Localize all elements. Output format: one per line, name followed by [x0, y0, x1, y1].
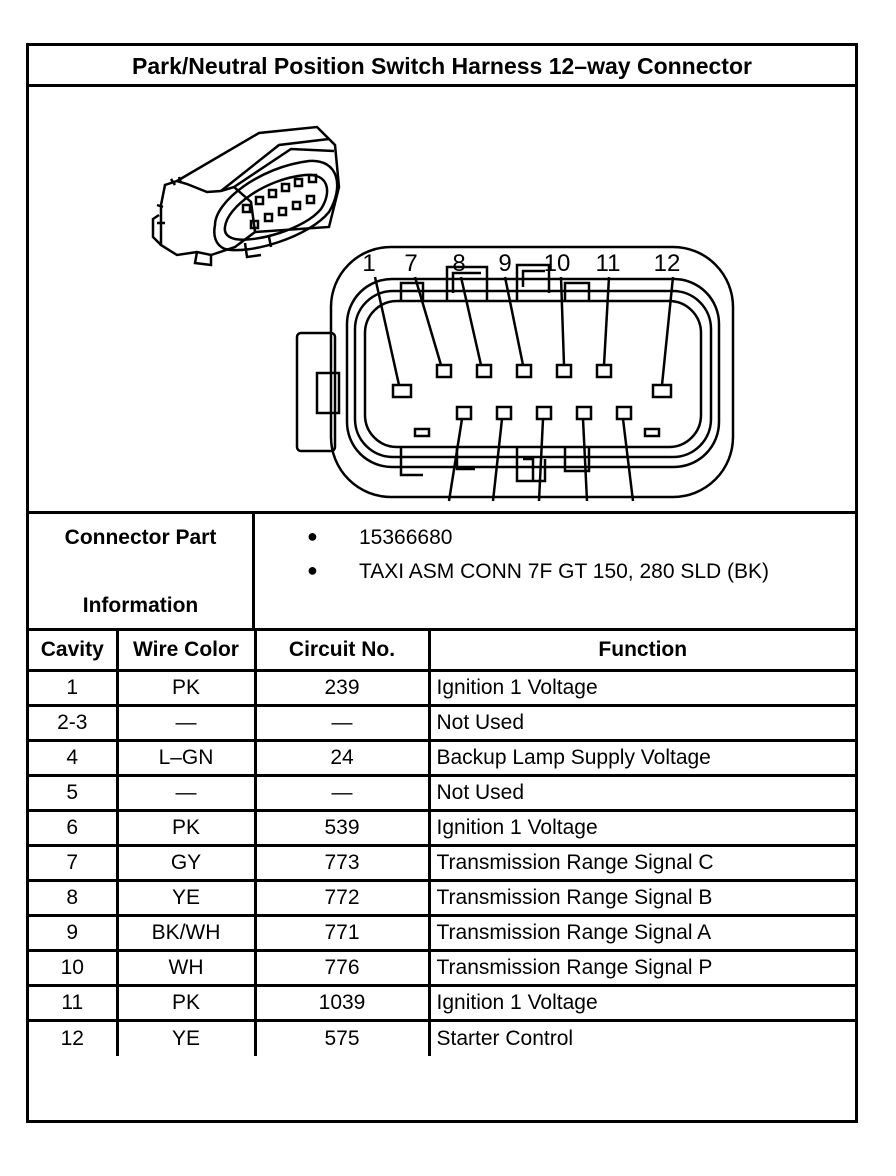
table-row — [29, 811, 855, 846]
cell-function: Starter Control — [429, 1021, 855, 1056]
cavity-11 — [597, 365, 611, 377]
cavity-6 — [617, 407, 631, 419]
connector-face — [297, 247, 733, 497]
table-row — [29, 671, 855, 706]
cell-wire-color: BK/WH — [117, 916, 255, 951]
cell-wire-color: GY — [117, 846, 255, 881]
page-title: Park/Neutral Position Switch Harness 12–way Connector — [29, 46, 855, 87]
info-label-line1: Connector Part — [64, 526, 217, 549]
cavity-8 — [477, 365, 491, 377]
header-wire-color: Wire Color — [117, 630, 255, 671]
cavity-4 — [537, 407, 551, 419]
header-cavity: Cavity — [29, 630, 117, 671]
bullet-icon: ● — [307, 526, 318, 546]
pin-label-11: 11 — [595, 250, 621, 277]
cell-cavity: 1 — [29, 671, 117, 706]
cavity-5 — [577, 407, 591, 419]
cavity-grid — [393, 365, 671, 419]
cell-wire-color: L–GN — [117, 741, 255, 776]
pinout-table — [29, 628, 855, 1056]
table-row — [29, 916, 855, 951]
cell-circuit-no: 239 — [255, 671, 429, 706]
cell-wire-color: YE — [117, 881, 255, 916]
cell-wire-color: PK — [117, 811, 255, 846]
table-row — [29, 1021, 855, 1056]
cell-cavity: 11 — [29, 986, 117, 1021]
cell-cavity: 7 — [29, 846, 117, 881]
pin-label-1: 1 — [362, 250, 376, 277]
connector-figure — [29, 87, 855, 511]
header-circuit-no: Circuit No. — [255, 630, 429, 671]
cavity-9 — [517, 365, 531, 377]
cell-function: Ignition 1 Voltage — [429, 811, 855, 846]
cell-circuit-no: 539 — [255, 811, 429, 846]
cell-wire-color: YE — [117, 1021, 255, 1056]
connector-info-list — [255, 514, 855, 628]
pinout-rows — [29, 671, 855, 1056]
cell-cavity: 12 — [29, 1021, 117, 1056]
table-row — [29, 881, 855, 916]
cell-function: Not Used — [429, 776, 855, 811]
cell-circuit-no: 24 — [255, 741, 429, 776]
cavity-7 — [437, 365, 451, 377]
cavity-3 — [497, 407, 511, 419]
connector-diagram — [29, 87, 855, 511]
cell-cavity: 2-3 — [29, 706, 117, 741]
cell-circuit-no: 771 — [255, 916, 429, 951]
cell-circuit-no: 575 — [255, 1021, 429, 1056]
cavity-2 — [457, 407, 471, 419]
cell-circuit-no: — — [255, 776, 429, 811]
cell-function: Backup Lamp Supply Voltage — [429, 741, 855, 776]
cell-wire-color: PK — [117, 671, 255, 706]
cell-cavity: 6 — [29, 811, 117, 846]
cell-wire-color: — — [117, 776, 255, 811]
cavity-10 — [557, 365, 571, 377]
cell-circuit-no: — — [255, 706, 429, 741]
cell-circuit-no: 776 — [255, 951, 429, 986]
cell-function: Transmission Range Signal A — [429, 916, 855, 951]
cell-cavity: 9 — [29, 916, 117, 951]
cavity-12 — [653, 385, 671, 397]
table-row — [29, 741, 855, 776]
pin-label-12: 12 — [653, 250, 681, 277]
table-row — [29, 951, 855, 986]
cell-function: Transmission Range Signal B — [429, 881, 855, 916]
pin-label-8: 8 — [452, 250, 466, 277]
cell-circuit-no: 772 — [255, 881, 429, 916]
cell-function: Not Used — [429, 706, 855, 741]
connector-part-info — [29, 511, 855, 628]
connector-3d-illustration — [153, 127, 339, 265]
cell-wire-color: PK — [117, 986, 255, 1021]
cell-wire-color: — — [117, 706, 255, 741]
pin-label-7: 7 — [404, 250, 418, 277]
connector-sheet — [26, 43, 858, 1123]
table-header-row — [29, 630, 855, 671]
cell-cavity: 10 — [29, 951, 117, 986]
table-row — [29, 986, 855, 1021]
table-row — [29, 776, 855, 811]
part-description: TAXI ASM CONN 7F GT 150, 280 SLD (BK) — [359, 560, 770, 583]
cell-function: Ignition 1 Voltage — [429, 671, 855, 706]
cavity-1 — [393, 385, 411, 397]
cell-function: Ignition 1 Voltage — [429, 986, 855, 1021]
bullet-icon: ● — [307, 560, 318, 580]
cell-wire-color: WH — [117, 951, 255, 986]
cell-circuit-no: 1039 — [255, 986, 429, 1021]
cell-function: Transmission Range Signal C — [429, 846, 855, 881]
cell-circuit-no: 773 — [255, 846, 429, 881]
cell-cavity: 8 — [29, 881, 117, 916]
list-item — [255, 526, 855, 556]
header-function: Function — [429, 630, 855, 671]
table-row — [29, 706, 855, 741]
list-item — [255, 560, 855, 590]
pin-label-10: 10 — [543, 250, 571, 277]
cell-cavity: 5 — [29, 776, 117, 811]
info-label-line2: Information — [82, 594, 199, 617]
part-number: 15366680 — [359, 526, 453, 549]
pin-label-9: 9 — [498, 250, 512, 277]
connector-info-label — [29, 514, 255, 628]
cell-cavity: 4 — [29, 741, 117, 776]
pin-labels — [362, 250, 680, 511]
table-row — [29, 846, 855, 881]
cell-function: Transmission Range Signal P — [429, 951, 855, 986]
